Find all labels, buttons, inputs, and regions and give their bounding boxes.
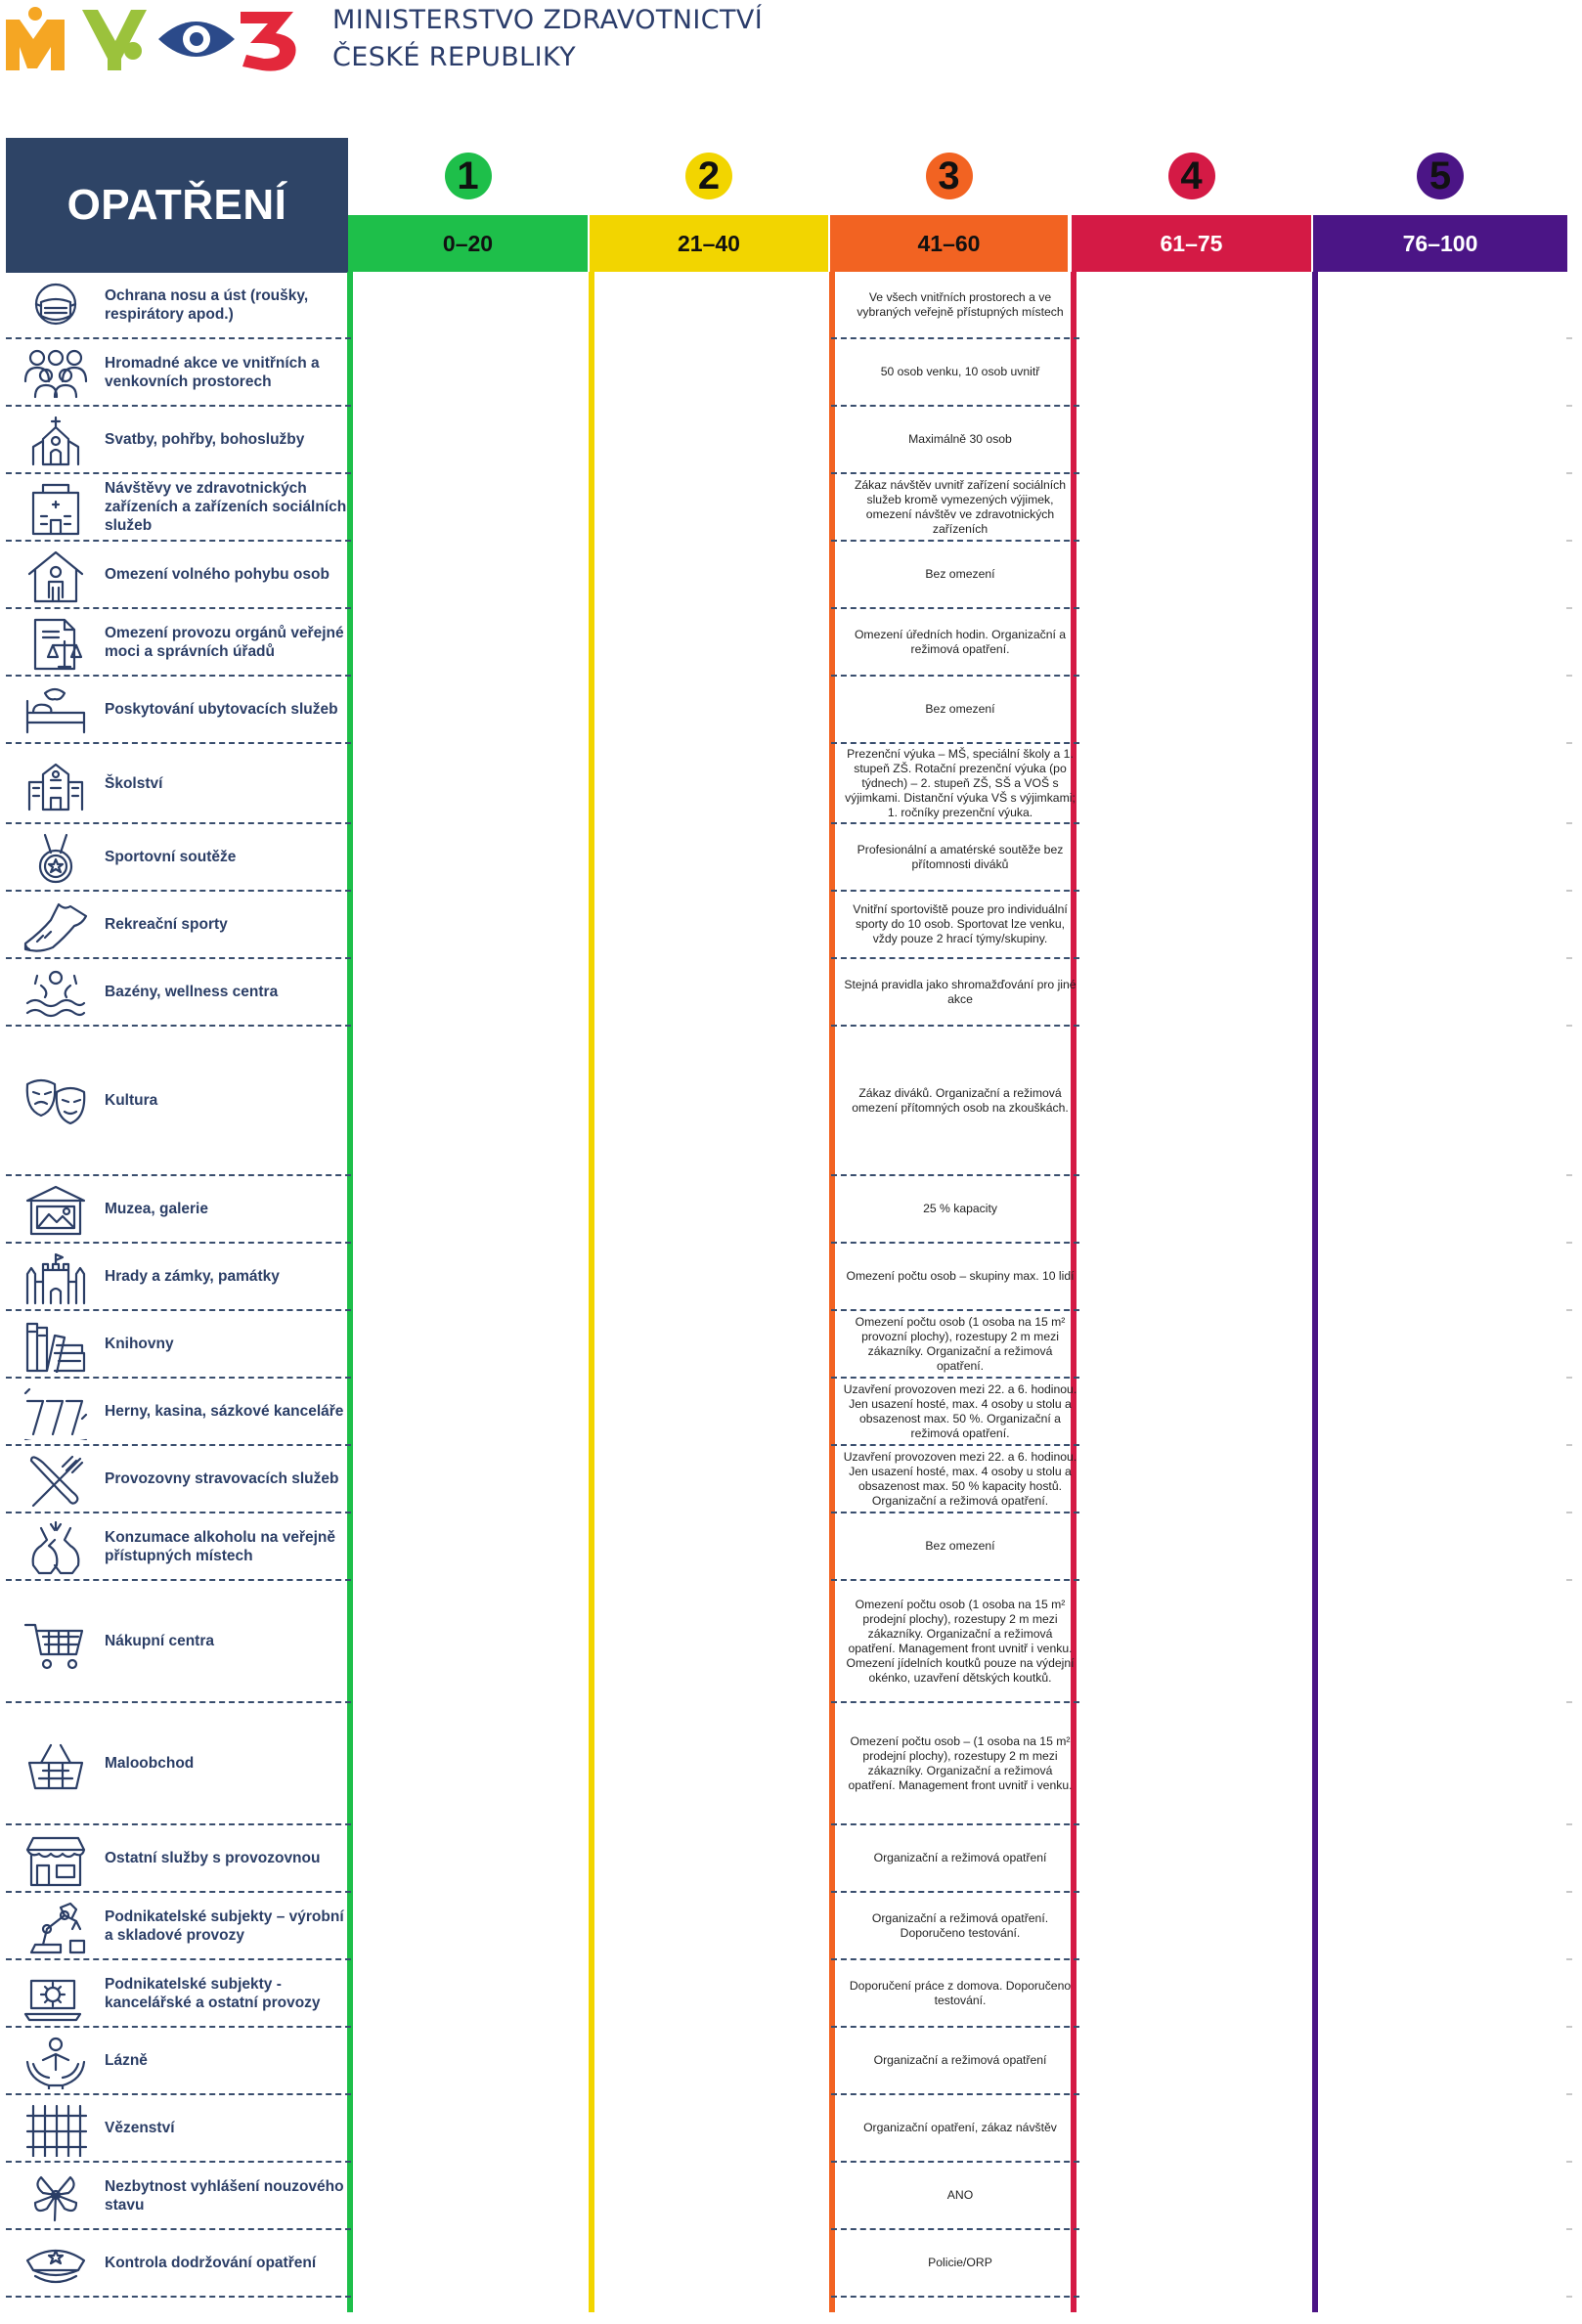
table-row	[0, 1581, 1582, 1703]
level-3-measure-cell: Omezení počtu osob (1 osoba na 15 m² provozní plochy), rozestupy 2 m mezi zákazníky. Organizační a režimová opatření.	[855, 1314, 1066, 1373]
people-group-icon	[22, 346, 90, 401]
shopping-cart-icon	[22, 1615, 90, 1670]
table-row	[0, 2095, 1582, 2163]
face-mask-icon	[22, 279, 90, 333]
level-3-measure-cell: Maximálně 30 osob	[908, 432, 1012, 446]
measure-label: Herny, kasina, sázkové kanceláře	[105, 1403, 344, 1420]
table-row	[0, 1703, 1582, 1825]
mzcr-logo-icon	[0, 0, 313, 78]
table-row	[0, 1893, 1582, 1960]
measure-label: Poskytování ubytovacích služeb	[105, 701, 338, 718]
table-row	[0, 542, 1582, 609]
table-row	[0, 1825, 1582, 1893]
hospital-icon	[22, 481, 90, 536]
level-4-badge: 4	[1168, 153, 1215, 199]
level-2-range: 21–40	[590, 215, 828, 272]
table-row	[0, 407, 1582, 474]
slot-777-icon	[22, 1385, 90, 1440]
measure-label: Hrady a zámky, památky	[105, 1268, 280, 1285]
prison-bars-icon	[22, 2102, 90, 2157]
measure-label: Podnikatelské subjekty - kancelářské a ostatní provozy	[105, 1975, 321, 2011]
measure-label: Ostatní služby s provozovnou	[105, 1850, 321, 1866]
table-row	[0, 892, 1582, 959]
level-3-measure-cell: 25 % kapacity	[923, 1202, 997, 1215]
table-row	[0, 1960, 1582, 2028]
level-3-measure-cell: Organizační opatření, zákaz návštěv	[863, 2121, 1057, 2134]
table-row	[0, 2028, 1582, 2095]
medal-icon	[22, 831, 90, 886]
level-3-measure-cell: Omezení počtu osob – skupiny max. 10 lidí	[846, 1269, 1075, 1283]
ministry-line-2: ČESKÉ REPUBLIKY	[332, 42, 577, 72]
theatre-masks-icon	[22, 1074, 90, 1129]
level-1-badge: 1	[445, 153, 492, 199]
table-row	[0, 1244, 1582, 1311]
police-cap-icon	[22, 2237, 90, 2292]
document-scales-icon	[22, 616, 90, 671]
robot-arm-icon	[22, 1900, 90, 1954]
museum-picture-icon	[22, 1183, 90, 1238]
spa-person-icon	[22, 2035, 90, 2089]
level-3-measure-cell: Organizační a režimová opatření. Doporučeno testování.	[871, 1910, 1049, 1940]
level-5-badge: 5	[1417, 153, 1464, 199]
storefront-icon	[22, 1832, 90, 1887]
measure-label: Sportovní soutěže	[105, 849, 237, 865]
castle-icon	[22, 1250, 90, 1305]
table-row	[0, 339, 1582, 407]
bottles-icon	[22, 1520, 90, 1575]
fork-knife-icon	[22, 1453, 90, 1508]
table-row	[0, 2230, 1582, 2298]
level-3-range: 41–60	[830, 215, 1068, 272]
table-row	[0, 273, 1582, 339]
level-3-measure-cell: Doporučení práce z domova. Doporučeno testování.	[849, 1978, 1072, 2007]
level-3-measure-cell: Omezení počtu osob (1 osoba na 15 m² prodejní plochy), rozestupy 2 m mezi zákazníky. Organizační a režimová opatření. Management front uvnitř i venku. Omezení jídelních koutků pouze na výdejní okénko, uzavření dětských koutků.	[846, 1597, 1075, 1685]
measure-label: Lázně	[105, 2052, 148, 2069]
level-3-measure-cell: Bez omezení	[925, 702, 995, 716]
table-row	[0, 1311, 1582, 1379]
level-4-range: 61–75	[1072, 215, 1311, 272]
level-3-measure-cell: Uzavření provozoven mezi 22. a 6. hodinou. Jen usazení hosté, max. 4 osoby u stolu a obsazenost max. 50 %. Organizační a režimová opatření.	[843, 1381, 1077, 1440]
measure-label: Podnikatelské subjekty – výrobní a skladové provozy	[105, 1907, 344, 1944]
row-edge-tick	[1566, 2296, 1572, 2298]
table-row	[0, 1446, 1582, 1513]
table-row	[0, 1027, 1582, 1176]
table-row	[0, 1513, 1582, 1581]
measure-label: Muzea, galerie	[105, 1201, 208, 1217]
table-row	[0, 824, 1582, 892]
table-row	[0, 677, 1582, 744]
row-divider	[831, 2296, 1079, 2298]
table-row	[0, 2163, 1582, 2230]
measure-label: Rekreační sporty	[105, 916, 228, 933]
measure-label: Nákupní centra	[105, 1633, 214, 1649]
measure-label: Svatby, pohřby, bohoslužby	[105, 431, 305, 448]
measure-label: Kontrola dodržování opatření	[105, 2255, 317, 2271]
measure-label: Hromadné akce ve vnitřních a venkovních prostorech	[105, 354, 320, 390]
person-house-icon	[22, 548, 90, 603]
level-3-measure-cell: Zákaz návštěv uvnitř zařízení sociálních služeb kromě vymezených výjimek, omezení návštěv ve zdravotnických zařízeních	[854, 477, 1067, 536]
measure-label: Knihovny	[105, 1336, 174, 1352]
shopping-basket-icon	[22, 1737, 90, 1792]
level-3-measure-cell: Profesionální a amatérské soutěže bez přítomnosti diváků	[857, 842, 1064, 871]
laptop-gear-icon	[22, 1967, 90, 2022]
church-icon	[22, 414, 90, 468]
table-row	[0, 744, 1582, 824]
running-shoe-icon	[22, 899, 90, 953]
measure-label: Bazény, wellness centra	[105, 984, 279, 1000]
measure-label: Kultura	[105, 1092, 158, 1109]
level-3-measure-cell: Zákaz diváků. Organizační a režimová omezení přítomných osob na zkouškách.	[852, 1085, 1069, 1115]
level-1-range: 0–20	[348, 215, 588, 272]
table-row	[0, 959, 1582, 1027]
school-icon	[22, 757, 90, 811]
level-3-badge: 3	[926, 153, 973, 199]
level-5-range: 76–100	[1313, 215, 1567, 272]
measure-label: Omezení volného pohybu osob	[105, 566, 330, 583]
table-row	[0, 1176, 1582, 1244]
measure-label: Vězenství	[105, 2120, 175, 2136]
table-row	[0, 1379, 1582, 1446]
measure-label: Nezbytnost vyhlášení nouzového stavu	[105, 2177, 344, 2214]
swimming-pool-icon	[22, 966, 90, 1021]
level-3-measure-cell: Organizační a režimová opatření	[873, 1851, 1047, 1864]
measure-label: Konzumace alkoholu na veřejně přístupných místech	[105, 1528, 336, 1564]
measure-label: Školství	[105, 774, 163, 792]
measure-label: Maloobchod	[105, 1755, 195, 1772]
level-3-measure-cell: Prezenční výuka – MŠ, speciální školy a 1. stupeň ZŠ. Rotační prezenční výuka (po týdnech) – 2. stupeň ZŠ, SŠ a VOŠ s výjimkami. Distanční výuka VŠ s výjimkami; 1. ročníky prezenční výuka.	[845, 746, 1076, 819]
level-3-measure-cell: Stejná pravidla jako shromažďování pro jiné akce	[844, 977, 1077, 1006]
measures-column-header: OPATŘENÍ	[6, 138, 348, 273]
bed-icon	[22, 683, 90, 738]
measure-label: Provozovny stravovacích služeb	[105, 1470, 339, 1487]
level-3-measure-cell: Bez omezení	[925, 1539, 995, 1553]
ministry-line-1: MINISTERSTVO ZDRAVOTNICTVÍ	[332, 5, 764, 35]
level-2-badge: 2	[685, 153, 732, 199]
level-3-measure-cell: Uzavření provozoven mezi 22. a 6. hodinou. Jen usazení hosté, max. 4 osoby u stolu a obsazenost max. 50 % kapacity hostů. Organizační a režimová opatření.	[843, 1449, 1077, 1508]
ministry-title	[332, 2, 763, 76]
level-3-measure-cell: Bez omezení	[925, 567, 995, 581]
level-3-measure-cell: Vnitřní sportoviště pouze pro individuální sporty do 10 osob. Sportovat lze venku, vždy pouze 2 hrací týmy/skupiny.	[853, 902, 1068, 945]
level-3-measure-cell: Organizační a režimová opatření	[873, 2053, 1047, 2067]
measure-label: Omezení provozu orgánů veřejné moci a správních úřadů	[105, 624, 344, 660]
level-3-measure-cell: Omezení úředních hodin. Organizační a režimová opatření.	[854, 627, 1067, 656]
level-3-measure-cell: 50 osob venku, 10 osob uvnitř	[880, 365, 1040, 378]
level-3-measure-cell: Ve všech vnitřních prostorech a ve vybraných veřejně přístupných místech	[857, 290, 1064, 319]
level-3-measure-cell: ANO	[946, 2188, 974, 2202]
level-3-measure-cell: Policie/ORP	[928, 2256, 992, 2269]
siren-icon	[22, 2170, 90, 2224]
level-3-measure-cell: Omezení počtu osob – (1 osoba na 15 m² prodejní plochy), rozestupy 2 m mezi zákazníky. Organizační a režimová opatření. Management front uvnitř i venku.	[848, 1733, 1073, 1792]
row-divider	[6, 2296, 351, 2298]
books-icon	[22, 1318, 90, 1373]
measure-label: Návštěvy ve zdravotnických zařízeních a zařízeních sociálních služeb	[105, 480, 347, 534]
table-row	[0, 474, 1582, 542]
measure-label: Ochrana nosu a úst (roušky, respirátory apod.)	[105, 287, 309, 323]
table-row	[0, 609, 1582, 677]
